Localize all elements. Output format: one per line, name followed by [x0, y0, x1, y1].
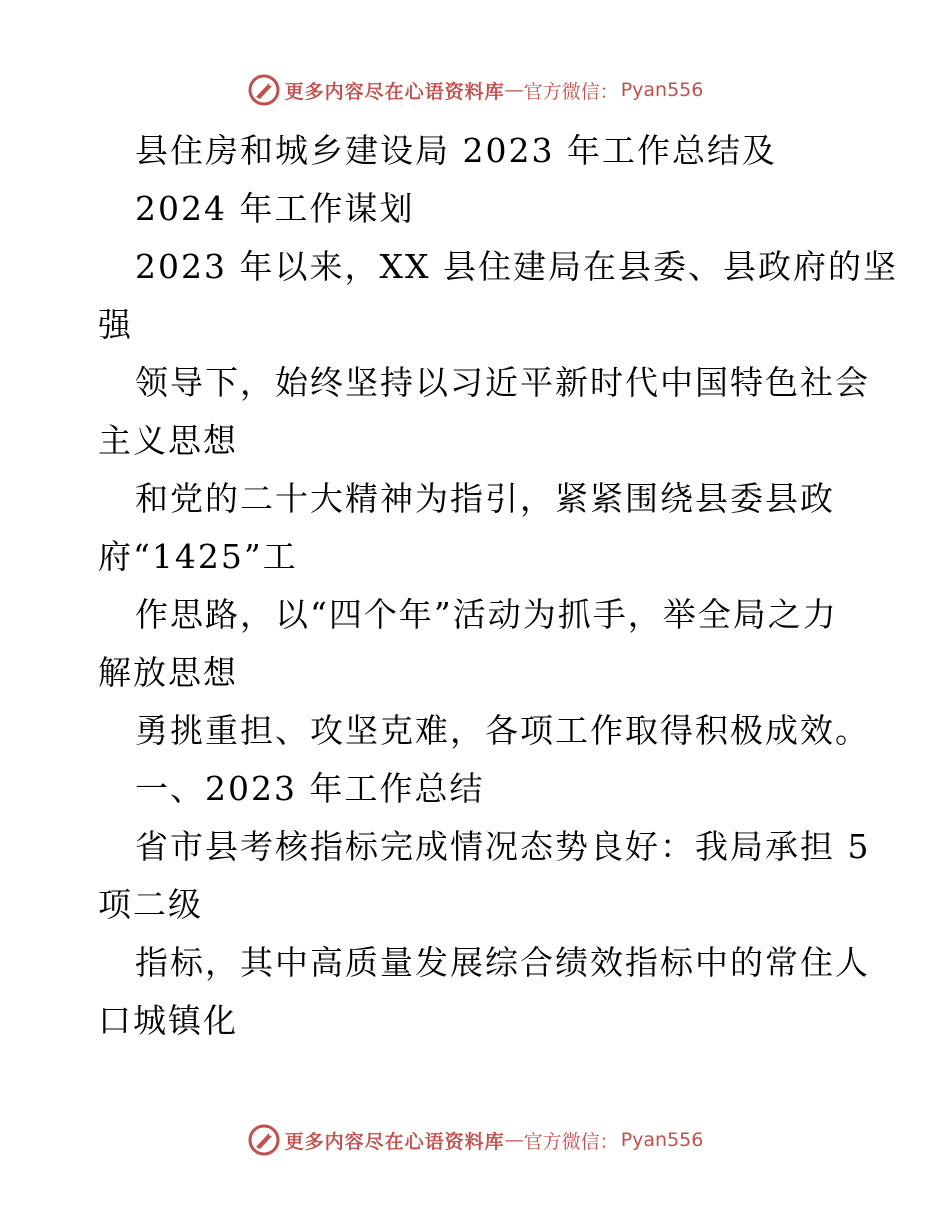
- banner-site-text: 更多内容尽在心语资料库: [284, 1130, 505, 1153]
- paragraph-line: 省市县考核指标完成情况态势良好：我局承担 5: [135, 827, 871, 866]
- banner-wechat-id: Pyan556: [620, 1129, 704, 1151]
- paragraph-line: 强: [98, 305, 133, 344]
- banner-separator: —: [504, 79, 524, 101]
- paragraph-line: 主义思想: [98, 421, 238, 460]
- paragraph-line: 领导下，始终坚持以习近平新时代中国特色社会: [135, 363, 870, 402]
- brand-logo-icon: [247, 73, 281, 107]
- paragraph-line: 作思路，以“四个年”活动为抓手，举全局之力: [135, 595, 838, 634]
- header-watermark-banner: [0, 70, 950, 110]
- paragraph-line: 勇挑重担、攻坚克难，各项工作取得积极成效。: [135, 711, 870, 750]
- banner-separator: —: [504, 1129, 524, 1151]
- paragraph-line: 解放思想: [98, 653, 238, 692]
- paragraph-line: 府“1425”工: [98, 537, 298, 576]
- paragraph-line: 2023 年以来，XX 县住建局在县委、县政府的坚: [135, 247, 898, 286]
- banner-wechat-label: 官方微信：: [523, 80, 619, 103]
- paragraph-line: 指标，其中高质量发展综合绩效指标中的常住人: [135, 943, 870, 982]
- section-heading: 一、2023 年工作总结: [135, 769, 485, 808]
- paragraph-line: 和党的二十大精神为指引，紧紧围绕县委县政: [135, 479, 835, 518]
- brand-logo-icon: [247, 1123, 281, 1157]
- document-body: [98, 122, 898, 1050]
- footer-watermark-banner: [0, 1120, 950, 1160]
- banner-wechat-label: 官方微信：: [523, 1130, 619, 1153]
- banner-wechat-id: Pyan556: [620, 79, 704, 101]
- doc-title-line-2: 2024 年工作谋划: [135, 189, 415, 228]
- paragraph-line: 项二级: [98, 885, 203, 924]
- doc-title-line-1: 县住房和城乡建设局 2023 年工作总结及: [135, 131, 777, 170]
- paragraph-line: 口城镇化: [98, 1001, 238, 1040]
- banner-site-text: 更多内容尽在心语资料库: [284, 80, 505, 103]
